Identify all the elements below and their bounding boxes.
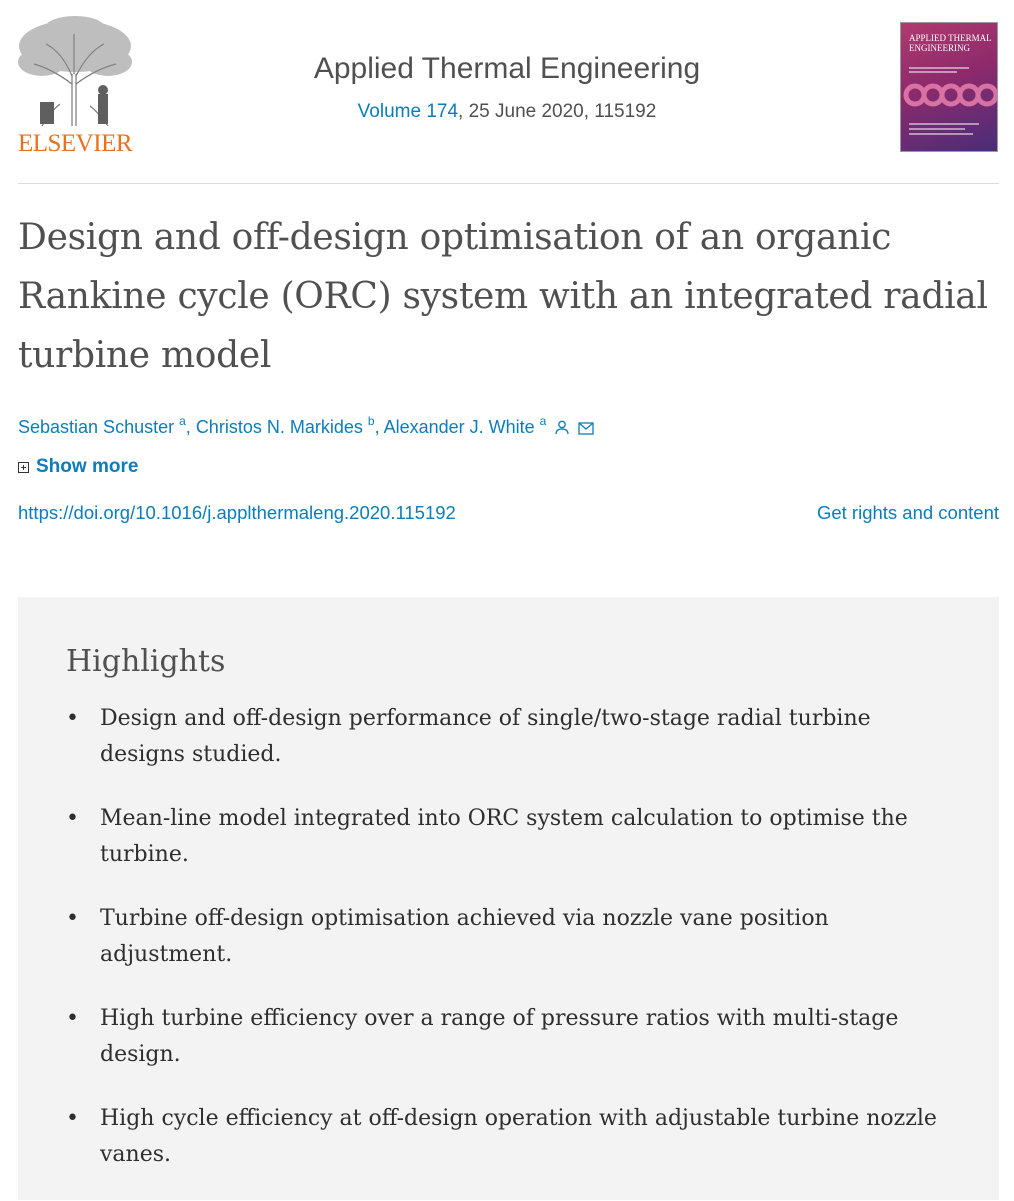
affiliation-marker[interactable]: b	[367, 414, 375, 428]
highlight-text: Turbine off-design optimisation achieved via nozzle vane position adjustment.	[100, 906, 829, 967]
author-link[interactable]: Christos N. Markides	[195, 417, 363, 437]
highlights-heading: Highlights	[66, 644, 226, 679]
rights-link[interactable]: Get rights and content	[816, 502, 999, 523]
tree-icon	[12, 14, 138, 126]
bullet: •	[66, 806, 79, 831]
cover-title: APPLIED THERMAL ENGINEERING	[909, 33, 992, 53]
plus-icon	[18, 462, 29, 473]
bullet: •	[66, 706, 79, 731]
article-title: Design and off-design optimisation of an organic Rankine cycle (ORC) system with an integrated radial turbine model	[18, 217, 988, 376]
bullet: •	[66, 1106, 79, 1131]
highlights-panel	[18, 597, 999, 1200]
highlight-text: High cycle efficiency at off-design operation with adjustable turbine nozzle vanes.	[100, 1106, 937, 1167]
doi-link[interactable]: https://doi.org/10.1016/j.applthermaleng.2020.115192	[18, 502, 456, 523]
header-divider	[18, 183, 999, 184]
highlight-item	[66, 901, 960, 973]
affiliation-marker[interactable]: a	[179, 414, 186, 428]
show-more-label: Show more	[36, 456, 139, 477]
highlight-item	[66, 801, 960, 873]
author-separator: ,	[374, 417, 384, 437]
author-link[interactable]: Alexander J. White	[383, 417, 535, 437]
highlight-item	[66, 701, 960, 773]
show-more-button[interactable]	[18, 456, 138, 478]
author-separator: ,	[185, 417, 196, 437]
highlights-list	[66, 701, 960, 1201]
highlight-text: Mean-line model integrated into ORC system calculation to optimise the turbine.	[100, 806, 908, 867]
author-list	[18, 414, 818, 440]
person-icon[interactable]	[555, 419, 569, 440]
journal-cover[interactable]	[900, 22, 998, 152]
bullet: •	[66, 1006, 79, 1031]
volume-link[interactable]: Volume 174	[357, 101, 459, 122]
highlight-text: Design and off-design performance of single/two-stage radial turbine designs studied.	[100, 706, 871, 767]
envelope-icon[interactable]	[578, 419, 594, 440]
issue-info: , 25 June 2020, 115192	[458, 101, 657, 122]
volume-info	[160, 101, 854, 123]
highlight-item	[66, 1001, 960, 1073]
journal-header	[0, 0, 1014, 183]
highlight-text: High turbine efficiency over a range of pressure ratios with multi-stage design.	[100, 1006, 899, 1067]
elsevier-logo[interactable]	[12, 14, 138, 157]
bullet: •	[66, 906, 79, 931]
publisher-name: ELSEVIER	[17, 130, 133, 157]
highlight-item	[66, 1101, 960, 1173]
author-link[interactable]: Sebastian Schuster	[18, 417, 175, 437]
journal-title[interactable]: Applied Thermal Engineering	[313, 52, 701, 85]
affiliation-marker[interactable]: a	[539, 414, 547, 428]
